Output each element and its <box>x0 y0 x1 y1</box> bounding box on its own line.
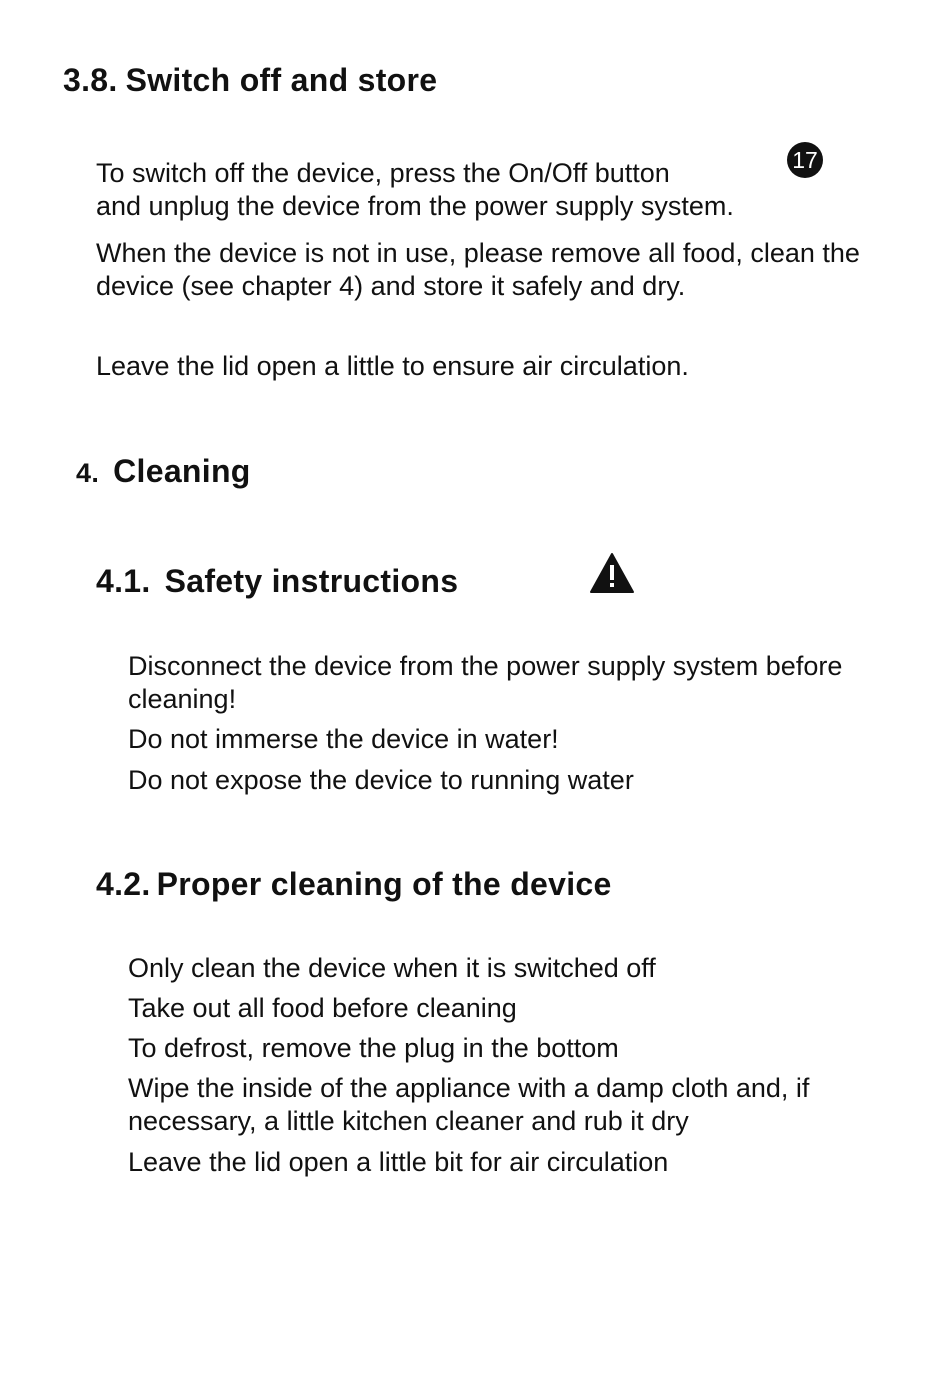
safety-item: Do not immerse the device in water! <box>128 724 559 754</box>
section-4-2-heading <box>96 866 612 903</box>
section-4-1-heading <box>96 563 458 600</box>
cleaning-item: Take out all food before cleaning <box>128 993 517 1023</box>
section-title: Safety instructions <box>164 563 459 599</box>
switch-off-text: To switch off the device, press the On/Off button <box>96 158 670 188</box>
cleaning-item: Only clean the device when it is switched off <box>128 953 656 983</box>
section-title: Switch off and store <box>125 62 438 98</box>
switch-off-line-2: and unplug the device from the power supply system. <box>96 191 734 221</box>
cleaning-item: Wipe the inside of the appliance with a damp cloth and, if necessary, a little kitchen cleaner and rub it dry <box>128 1073 810 1136</box>
warning-triangle-icon <box>589 552 635 594</box>
section-number: 4.1. <box>96 563 151 599</box>
button-reference-badge: 17 <box>787 142 823 178</box>
safety-item: Do not expose the device to running water <box>128 765 634 795</box>
cleaning-item: Leave the lid open a little bit for air circulation <box>128 1147 669 1177</box>
section-title: Proper cleaning of the device <box>156 866 612 902</box>
cleaning-item: To defrost, remove the plug in the bottom <box>128 1033 619 1063</box>
section-number: 4. <box>76 458 100 488</box>
section-number: 3.8. <box>63 62 118 98</box>
section-3-8-heading <box>63 62 437 99</box>
section-4-heading <box>76 453 251 490</box>
safety-item: Disconnect the device from the power supply system before cleaning! <box>128 651 843 714</box>
section-title: Cleaning <box>113 453 251 489</box>
switch-off-line-1 <box>96 157 856 190</box>
section-number: 4.2. <box>96 866 151 902</box>
lid-paragraph: Leave the lid open a little to ensure air circulation. <box>96 351 689 381</box>
store-paragraph: When the device is not in use, please remove all food, clean the device (see chapter 4) and store it safely and dry. <box>96 238 860 301</box>
